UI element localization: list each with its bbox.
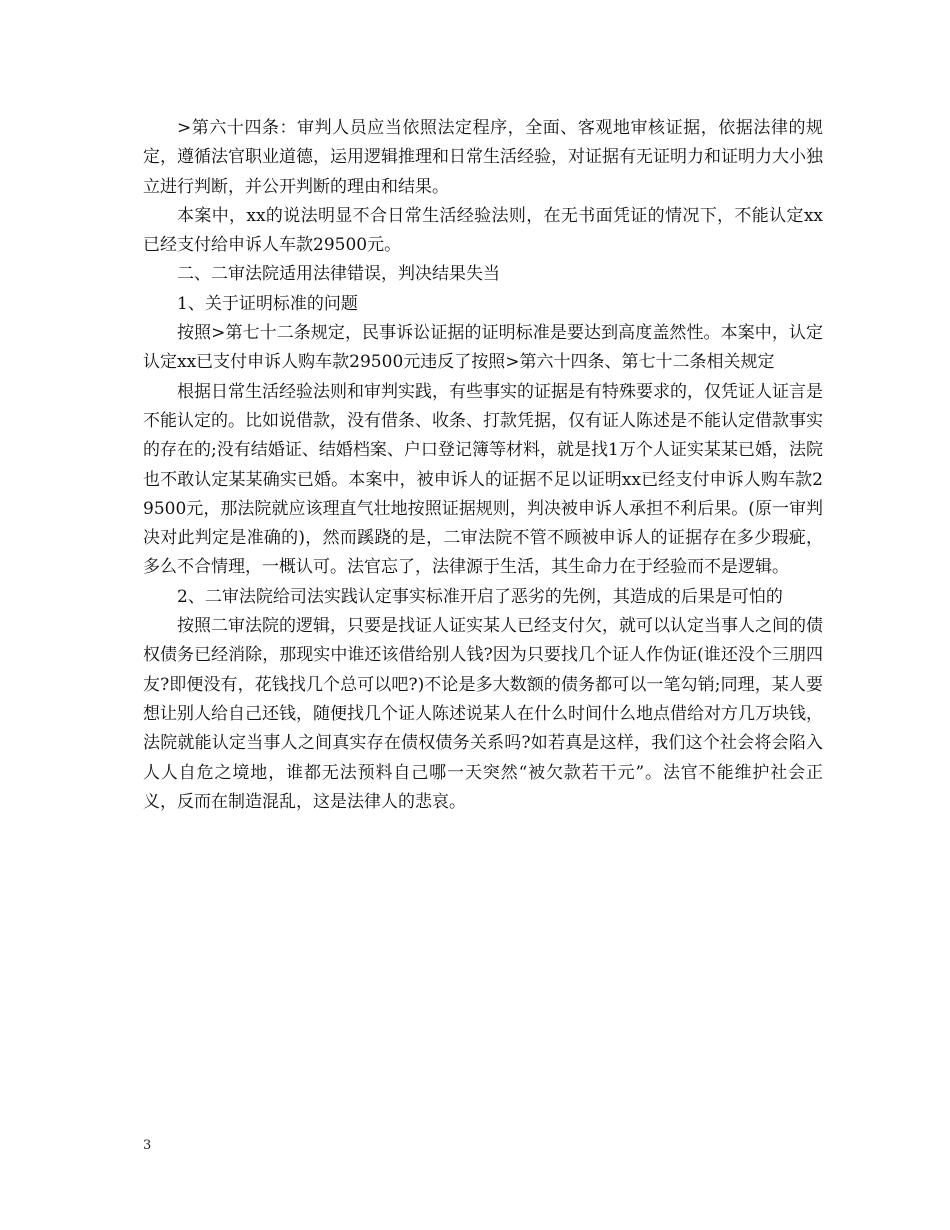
paragraph-consequences: 按照二审法院的逻辑，只要是找证人证实某人已经支付欠，就可以认定当事人之间的债权债务已经消除，那现实中谁还该借给别人钱?因为只要找几个证人作伪证(谁还没个三朋四友?即便没有，花钱找几个总可以吧?)不论是多大数额的债务都可以一笔勾销;同理，某人要想让别人给自己还钱，随便找几个证人陈述说某人在什么时间什么地点借给对方几万块钱，法院就能认定当事人之间真实存在债权债务关系吗?如若真是这样，我们这个社会将会陷入人人自危之境地，谁都无法预料自己哪一天突然“被欠款若干元”。法官不能维护社会正义，反而在制造混乱，这是法律人的悲哀。: [143, 616, 823, 812]
section-heading-2: 二、二审法院适用法律错误，判决结果失当: [177, 264, 500, 285]
paragraph-experience-rule: 根据日常生活经验法则和审判实践，有些事实的证据是有特殊要求的，仅凭证人证言是不能认定的。比如说借款，没有借条、收条、打款凭据，仅有证人陈述是不能认定借款事实的存在的;没有结婚证、结婚档案、户口登记簿等材料，就是找1万个人证实某某已婚，法院也不敢认定某某确实已婚。本案中，被申诉人的证据不足以证明xx已经支付申诉人购车款29500元，那法院就应该理直气壮地按照证据规则，判决被申诉人承担不利后果。(原一审判决对此判定是准确的)，然而蹊跷的是，二审法院不管不顾被申诉人的证据存在多少瑕疵，多么不合情理，一概认可。法官忘了，法律源于生活，其生命力在于经验而不是逻辑。: [143, 381, 823, 578]
paragraph-article-64: >第六十四条：审判人员应当依照法定程序，全面、客观地审核证据，依据法律的规定，遵循法官职业道德，运用逻辑推理和日常生活经验，对证据有无证明力和证明力大小独立进行判断，并公开判断的理由和结果。: [143, 118, 823, 197]
subheading-1: 1、关于证明标准的问题: [177, 293, 358, 314]
document-body: [143, 114, 823, 817]
page-number: 3: [143, 1138, 152, 1153]
paragraph-case-statement: 本案中，xx的说法明显不合日常生活经验法则，在无书面凭证的情况下，不能认定xx已经支付给申诉人车款29500元。: [143, 205, 823, 256]
paragraph-article-72: 按照>第七十二条规定，民事诉讼证据的证明标准是要达到高度盖然性。本案中，认定认定xx已支付申诉人购车款29500元违反了按照>第六十四条、第七十二条相关规定: [143, 323, 823, 373]
subheading-2: 2、二审法院给司法实践认定事实标准开启了恶劣的先例，其造成的后果是可怕的: [177, 586, 783, 607]
